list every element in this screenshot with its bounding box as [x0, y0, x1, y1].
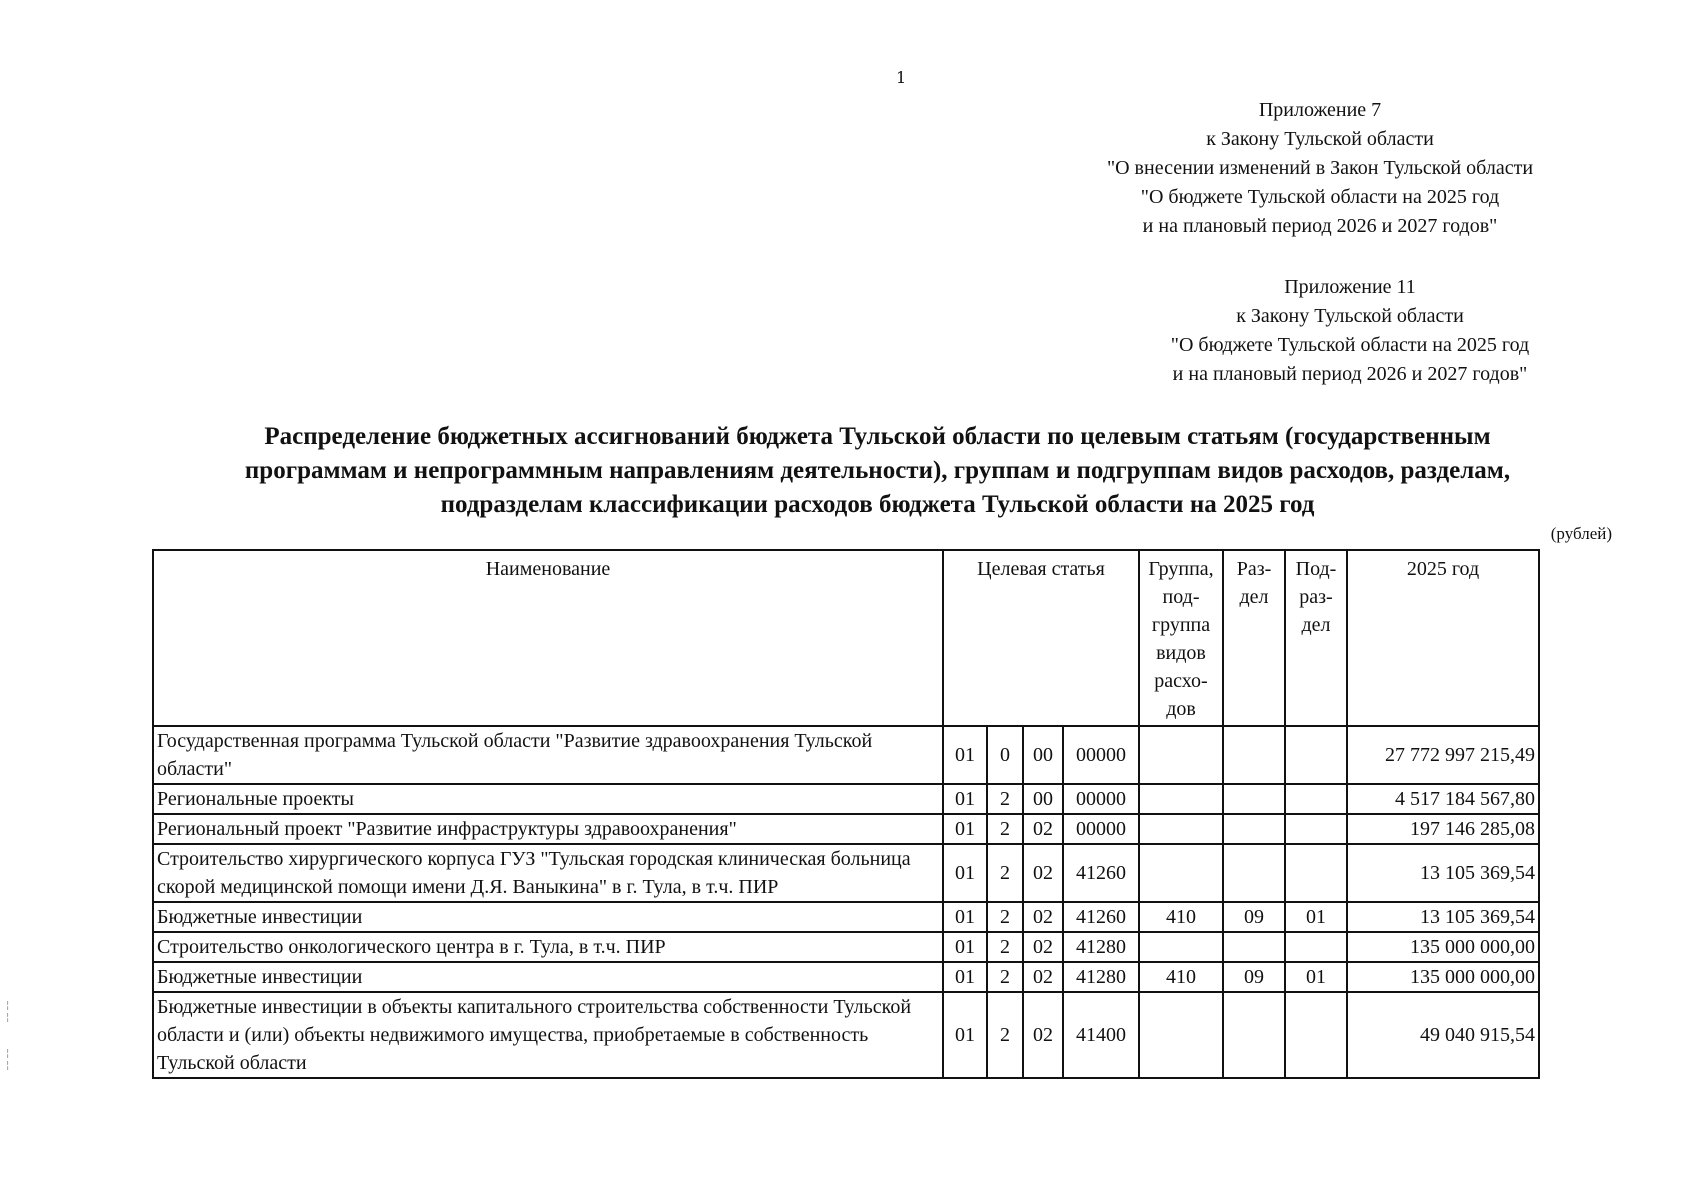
target-code-direction-cell: 41260 — [1063, 902, 1139, 932]
header-name: Наименование — [153, 550, 943, 726]
appendix-7-line: "О бюджете Тульской области на 2025 год — [1140, 186, 1500, 208]
target-code-subprogram-cell: 02 — [1023, 962, 1063, 992]
target-code-subprogram-cell: 02 — [1023, 902, 1063, 932]
table-row — [153, 844, 1539, 902]
target-code-type-cell: 2 — [987, 902, 1023, 932]
target-code-type-cell: 2 — [987, 932, 1023, 962]
subsection-cell — [1285, 726, 1347, 784]
target-code-program-cell: 01 — [943, 932, 987, 962]
document-title-line: программам и непрограммным направлениям деятельности), группам и подгруппам видов расходов, разделам, — [244, 457, 1511, 484]
amount-2025-cell: 13 105 369,54 — [1347, 844, 1539, 902]
table-row — [153, 814, 1539, 844]
subsection-cell — [1285, 992, 1347, 1078]
target-code-direction-cell: 41400 — [1063, 992, 1139, 1078]
target-code-subprogram-cell: 02 — [1023, 814, 1063, 844]
expense-group-cell — [1139, 814, 1223, 844]
table-row — [153, 992, 1539, 1078]
appendix-7-line: к Закону Тульской области — [1206, 128, 1434, 150]
amount-2025-cell: 4 517 184 567,80 — [1347, 784, 1539, 814]
amount-2025-cell: 135 000 000,00 — [1347, 962, 1539, 992]
expense-group-cell — [1139, 992, 1223, 1078]
document-title — [150, 420, 1605, 522]
row-name-cell: Строительство онкологического центра в г. Тула, в т.ч. ПИР — [153, 932, 943, 962]
appendix-7-line: Приложение 7 — [1258, 99, 1382, 121]
row-name-cell: Строительство хирургического корпуса ГУЗ "Тульская городская клиническая больница скорой медицинской помощи имени Д.Я. Ваныкина" в г. Тула, в т.ч. ПИР — [153, 844, 943, 902]
section-cell — [1223, 814, 1285, 844]
expense-group-cell — [1139, 932, 1223, 962]
expense-group-cell — [1139, 844, 1223, 902]
table-row — [153, 784, 1539, 814]
target-code-type-cell: 2 — [987, 844, 1023, 902]
table-row — [153, 962, 1539, 992]
target-code-direction-cell: 41280 — [1063, 932, 1139, 962]
target-code-type-cell: 2 — [987, 784, 1023, 814]
expense-group-cell — [1139, 726, 1223, 784]
row-name-cell: Бюджетные инвестиции — [153, 902, 943, 932]
target-code-program-cell: 01 — [943, 902, 987, 932]
table-row — [153, 726, 1539, 784]
target-code-type-cell: 0 — [987, 726, 1023, 784]
appendix-11-line: Приложение 11 — [1284, 276, 1416, 298]
table-row — [153, 932, 1539, 962]
target-code-program-cell: 01 — [943, 992, 987, 1078]
row-name-cell: Региональный проект "Развитие инфраструктуры здравоохранения" — [153, 814, 943, 844]
subsection-cell: 01 — [1285, 902, 1347, 932]
target-code-direction-cell: 00000 — [1063, 814, 1139, 844]
amount-2025-cell: 135 000 000,00 — [1347, 932, 1539, 962]
amount-2025-cell: 27 772 997 215,49 — [1347, 726, 1539, 784]
target-code-program-cell: 01 — [943, 814, 987, 844]
section-cell: 09 — [1223, 962, 1285, 992]
expense-group-cell: 410 — [1139, 902, 1223, 932]
target-code-subprogram-cell: 00 — [1023, 784, 1063, 814]
table-row — [153, 902, 1539, 932]
section-cell — [1223, 784, 1285, 814]
expense-group-cell: 410 — [1139, 962, 1223, 992]
target-code-subprogram-cell: 02 — [1023, 844, 1063, 902]
target-code-program-cell: 01 — [943, 844, 987, 902]
margin-marks: ¦ ¦ ¦ ¦ — [6, 1000, 10, 1071]
target-code-program-cell: 01 — [943, 784, 987, 814]
appendix-11-line: к Закону Тульской области — [1236, 305, 1464, 327]
target-code-direction-cell: 41280 — [1063, 962, 1139, 992]
header-section: Раз- дел — [1223, 550, 1285, 726]
target-code-program-cell: 01 — [943, 962, 987, 992]
document-title-line: Распределение бюджетных ассигнований бюджета Тульской области по целевым статьям (государственным — [264, 423, 1491, 450]
page-number: 1 — [896, 68, 907, 87]
appendix-11-line: "О бюджете Тульской области на 2025 год — [1170, 334, 1530, 356]
appendix-7-line: "О внесении изменений в Закон Тульской области — [1106, 157, 1534, 179]
amount-2025-cell: 49 040 915,54 — [1347, 992, 1539, 1078]
subsection-cell — [1285, 844, 1347, 902]
target-code-subprogram-cell: 02 — [1023, 932, 1063, 962]
target-code-subprogram-cell: 00 — [1023, 726, 1063, 784]
header-expense-group: Группа, под- группа видов расхо- дов — [1139, 550, 1223, 726]
table-header-row — [153, 550, 1539, 726]
subsection-cell: 01 — [1285, 962, 1347, 992]
target-code-direction-cell: 41260 — [1063, 844, 1139, 902]
target-code-subprogram-cell: 02 — [1023, 992, 1063, 1078]
row-name-cell: Государственная программа Тульской области "Развитие здравоохранения Тульской области" — [153, 726, 943, 784]
header-target-article: Целевая статья — [943, 550, 1139, 726]
appendix-7-line: и на плановый период 2026 и 2027 годов" — [1142, 215, 1498, 237]
section-cell — [1223, 932, 1285, 962]
expense-group-cell — [1139, 784, 1223, 814]
appendix-7-note — [1040, 96, 1600, 241]
subsection-cell — [1285, 814, 1347, 844]
target-code-direction-cell: 00000 — [1063, 784, 1139, 814]
amount-2025-cell: 13 105 369,54 — [1347, 902, 1539, 932]
appendix-11-note — [1090, 273, 1610, 389]
amount-2025-cell: 197 146 285,08 — [1347, 814, 1539, 844]
unit-label: (рублей) — [1550, 524, 1612, 543]
target-code-type-cell: 2 — [987, 814, 1023, 844]
document-title-line: подразделам классификации расходов бюджета Тульской области на 2025 год — [440, 491, 1315, 518]
section-cell — [1223, 992, 1285, 1078]
section-cell: 09 — [1223, 902, 1285, 932]
target-code-direction-cell: 00000 — [1063, 726, 1139, 784]
section-cell — [1223, 844, 1285, 902]
target-code-program-cell: 01 — [943, 726, 987, 784]
header-year: 2025 год — [1347, 550, 1539, 726]
row-name-cell: Региональные проекты — [153, 784, 943, 814]
target-code-type-cell: 2 — [987, 962, 1023, 992]
header-subsection: Под- раз- дел — [1285, 550, 1347, 726]
section-cell — [1223, 726, 1285, 784]
row-name-cell: Бюджетные инвестиции — [153, 962, 943, 992]
budget-table — [152, 549, 1540, 1079]
target-code-type-cell: 2 — [987, 992, 1023, 1078]
subsection-cell — [1285, 932, 1347, 962]
subsection-cell — [1285, 784, 1347, 814]
appendix-11-line: и на плановый период 2026 и 2027 годов" — [1172, 363, 1528, 385]
row-name-cell: Бюджетные инвестиции в объекты капитального строительства собственности Тульской области и (или) объекты недвижимого имущества, приобретаемые в собственность Тульской области — [153, 992, 943, 1078]
